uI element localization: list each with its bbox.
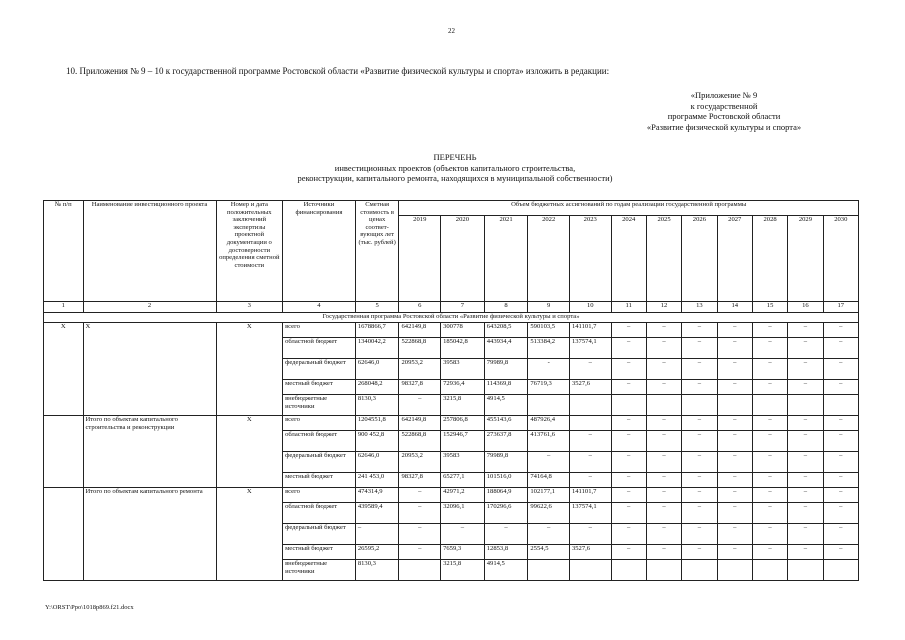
annex-line-3: программе Ростовской области (667, 111, 781, 121)
annex-line-2: к государственной (690, 100, 758, 111)
estimate-cost: 1204551,8 (355, 416, 399, 431)
year-value (717, 560, 752, 581)
estimate-cost: 474314,9 (355, 488, 399, 503)
year-value: 643208,5 (484, 323, 528, 338)
year-value: – (646, 380, 681, 395)
year-value: – (484, 524, 528, 545)
year-value: – (788, 431, 823, 452)
year-value: 76719,3 (528, 380, 570, 395)
table-row (44, 416, 859, 431)
year-value (399, 560, 441, 581)
year-value: – (569, 359, 611, 380)
year-value: 98327,8 (399, 473, 441, 488)
year-value: 98327,8 (399, 380, 441, 395)
year-value (528, 395, 570, 416)
year-value: – (399, 503, 441, 524)
year-value: 141101,7 (569, 488, 611, 503)
funding-source: областной бюджет (283, 431, 356, 452)
year-value: – (611, 359, 646, 380)
header-year: 2025 (646, 216, 681, 302)
group-number (44, 416, 84, 488)
year-value: – (682, 473, 717, 488)
year-value: – (788, 416, 823, 431)
column-number: 14 (717, 302, 752, 313)
year-value: – (569, 452, 611, 473)
year-value: – (682, 338, 717, 359)
year-value: – (823, 524, 858, 545)
year-value: 642149,8 (399, 416, 441, 431)
year-value: 3527,6 (569, 545, 611, 560)
header-sources: Источники финансирования (283, 201, 356, 302)
year-value (752, 560, 787, 581)
year-value: – (611, 323, 646, 338)
year-value: – (528, 524, 570, 545)
year-value: – (646, 452, 681, 473)
header-volume: Объем бюджетных ассигнований по годам реализации государственной программы (399, 201, 859, 216)
year-value: 39583 (441, 452, 485, 473)
year-value: 137574,1 (569, 338, 611, 359)
estimate-cost: 900 452,8 (355, 431, 399, 452)
year-value: – (717, 488, 752, 503)
year-value: – (717, 338, 752, 359)
header-year: 2030 (823, 216, 858, 302)
year-value: 4914,5 (484, 560, 528, 581)
year-value (646, 560, 681, 581)
year-value: – (569, 431, 611, 452)
year-value: 185042,8 (441, 338, 485, 359)
year-value: – (823, 473, 858, 488)
year-value (717, 395, 752, 416)
investment-projects-table (43, 200, 859, 581)
funding-source: областной бюджет (283, 503, 356, 524)
year-value: – (788, 488, 823, 503)
table-row (44, 323, 859, 338)
year-value: – (682, 380, 717, 395)
year-value: – (646, 503, 681, 524)
column-number: 12 (646, 302, 681, 313)
year-value: – (823, 338, 858, 359)
year-value: 137574,1 (569, 503, 611, 524)
year-value: – (646, 473, 681, 488)
column-number: 15 (752, 302, 787, 313)
year-value: – (399, 395, 441, 416)
year-value: – (646, 488, 681, 503)
column-number: 1 (44, 302, 84, 313)
year-value: – (717, 359, 752, 380)
year-value: – (752, 503, 787, 524)
estimate-cost: 8130,3 (355, 560, 399, 581)
column-number: 13 (682, 302, 717, 313)
funding-source: внебюджетные источники (283, 560, 356, 581)
year-value: – (717, 416, 752, 431)
year-value: 101516,0 (484, 473, 528, 488)
year-value: 7659,3 (441, 545, 485, 560)
funding-source: местный бюджет (283, 545, 356, 560)
estimate-cost: 1678866,7 (355, 323, 399, 338)
year-value: – (611, 503, 646, 524)
funding-source: федеральный бюджет (283, 359, 356, 380)
year-value: – (717, 545, 752, 560)
year-value (646, 395, 681, 416)
column-number: 10 (569, 302, 611, 313)
year-value: – (788, 503, 823, 524)
year-value: – (646, 338, 681, 359)
year-value: – (717, 452, 752, 473)
year-value: – (399, 524, 441, 545)
year-value: – (611, 452, 646, 473)
year-value: 487926,4 (528, 416, 570, 431)
year-value: 141101,7 (569, 323, 611, 338)
group-name: Итого по объектам капитального строительства и реконструкции (83, 416, 216, 488)
column-number: 9 (528, 302, 570, 313)
funding-source: всего (283, 323, 356, 338)
estimate-cost: 62646,0 (355, 359, 399, 380)
document-title (140, 152, 770, 184)
year-value: – (646, 524, 681, 545)
year-value: 257806,8 (441, 416, 485, 431)
header-year: 2023 (569, 216, 611, 302)
year-value: – (611, 431, 646, 452)
funding-source: местный бюджет (283, 473, 356, 488)
year-value: – (611, 488, 646, 503)
column-number: 6 (399, 302, 441, 313)
year-value: 65277,1 (441, 473, 485, 488)
year-value: 273637,8 (484, 431, 528, 452)
estimate-cost: 241 453,0 (355, 473, 399, 488)
year-value: 642149,8 (399, 323, 441, 338)
funding-source: внебюджетные источники (283, 395, 356, 416)
year-value: – (788, 338, 823, 359)
year-value: – (646, 416, 681, 431)
year-value: – (717, 473, 752, 488)
year-value: 513384,2 (528, 338, 570, 359)
year-value: – (611, 473, 646, 488)
year-value (682, 560, 717, 581)
column-number: 8 (484, 302, 528, 313)
year-value: 99622,6 (528, 503, 570, 524)
group-name: Итого по объектам капитального ремонта (83, 488, 216, 581)
year-value: 79989,8 (484, 359, 528, 380)
year-value: – (717, 524, 752, 545)
group-expertise: Х (216, 416, 283, 488)
year-value: 3215,8 (441, 560, 485, 581)
estimate-cost: – (355, 524, 399, 545)
year-value: – (788, 524, 823, 545)
year-value (788, 395, 823, 416)
year-value: – (788, 473, 823, 488)
estimate-cost: 439589,4 (355, 503, 399, 524)
year-value: – (752, 338, 787, 359)
year-value (611, 560, 646, 581)
column-number: 17 (823, 302, 858, 313)
estimate-cost: 62646,0 (355, 452, 399, 473)
year-value: 455143,6 (484, 416, 528, 431)
header-expertise: Номер и дата положительных заключений экспертизы проектной документации о достоверности определения сметной стоимости (216, 201, 283, 302)
year-value: – (611, 416, 646, 431)
estimate-cost: 8130,3 (355, 395, 399, 416)
year-value: – (752, 431, 787, 452)
year-value (823, 560, 858, 581)
year-value: – (752, 416, 787, 431)
page-number: 22 (448, 27, 455, 35)
year-value: – (646, 323, 681, 338)
header-year: 2026 (682, 216, 717, 302)
header-year: 2020 (441, 216, 485, 302)
year-value: – (646, 545, 681, 560)
estimate-cost: 26595,2 (355, 545, 399, 560)
year-value: – (788, 545, 823, 560)
year-value: 79989,8 (484, 452, 528, 473)
group-name: Х (83, 323, 216, 416)
group-expertise: Х (216, 323, 283, 416)
year-value: 3527,6 (569, 380, 611, 395)
year-value: 188064,9 (484, 488, 528, 503)
column-number: 2 (83, 302, 216, 313)
funding-source: всего (283, 488, 356, 503)
year-value: 39583 (441, 359, 485, 380)
year-value: 152946,7 (441, 431, 485, 452)
column-number: 7 (441, 302, 485, 313)
group-number (44, 488, 84, 581)
year-value: – (646, 359, 681, 380)
year-value: 74164,8 (528, 473, 570, 488)
funding-source: федеральный бюджет (283, 524, 356, 545)
year-value: 522868,8 (399, 338, 441, 359)
year-value: – (717, 431, 752, 452)
header-year: 2021 (484, 216, 528, 302)
funding-source: областной бюджет (283, 338, 356, 359)
year-value: – (682, 452, 717, 473)
year-value: – (823, 323, 858, 338)
year-value (611, 395, 646, 416)
year-value: – (682, 416, 717, 431)
year-value: – (682, 323, 717, 338)
year-value: – (717, 380, 752, 395)
funding-source: федеральный бюджет (283, 452, 356, 473)
year-value: – (682, 524, 717, 545)
year-value (752, 395, 787, 416)
year-value: – (823, 452, 858, 473)
year-value: – (788, 380, 823, 395)
year-value: 443934,4 (484, 338, 528, 359)
year-value (569, 395, 611, 416)
year-value: – (682, 431, 717, 452)
year-value: – (823, 359, 858, 380)
year-value: – (752, 452, 787, 473)
year-value: 20953,2 (399, 452, 441, 473)
year-value: – (569, 524, 611, 545)
year-value: – (752, 323, 787, 338)
year-value: – (752, 359, 787, 380)
column-number: 4 (283, 302, 356, 313)
year-value (528, 560, 570, 581)
year-value: – (682, 503, 717, 524)
year-value: 32096,1 (441, 503, 485, 524)
header-year: 2028 (752, 216, 787, 302)
year-value: – (788, 323, 823, 338)
year-value: 413761,6 (528, 431, 570, 452)
column-number: 3 (216, 302, 283, 313)
year-value: – (611, 380, 646, 395)
title-line-3: реконструкции, капитального ремонта, находящихся в муниципальной собственности) (297, 173, 613, 183)
year-value: – (717, 503, 752, 524)
year-value: – (682, 545, 717, 560)
header-year: 2022 (528, 216, 570, 302)
annex-line-4: «Развитие физической культуры и спорта» (646, 121, 802, 132)
year-value (569, 416, 611, 431)
year-value: 300778 (441, 323, 485, 338)
year-value: 2554,5 (528, 545, 570, 560)
year-value: 590103,5 (528, 323, 570, 338)
year-value: – (569, 473, 611, 488)
year-value: – (788, 452, 823, 473)
year-value: – (823, 431, 858, 452)
group-number: Х (44, 323, 84, 416)
year-value: – (646, 431, 681, 452)
year-value: 20953,2 (399, 359, 441, 380)
year-value: – (823, 503, 858, 524)
year-value: – (823, 380, 858, 395)
title-line-2: инвестиционных проектов (объектов капитального строительства, (334, 162, 576, 173)
year-value: – (752, 545, 787, 560)
year-value: – (752, 473, 787, 488)
year-value: – (717, 323, 752, 338)
year-value: – (682, 488, 717, 503)
header-year: 2029 (788, 216, 823, 302)
year-value: – (823, 545, 858, 560)
year-value: – (823, 488, 858, 503)
year-value: 42971,2 (441, 488, 485, 503)
year-value: 12853,8 (484, 545, 528, 560)
year-value: – (611, 524, 646, 545)
year-value: – (682, 359, 717, 380)
year-value (569, 560, 611, 581)
header-year: 2019 (399, 216, 441, 302)
column-number: 11 (611, 302, 646, 313)
program-title-row: Государственная программа Ростовской области «Развитие физической культуры и спорта» (44, 313, 859, 323)
header-name: Наименование инвестиционного проекта (83, 201, 216, 302)
column-number: 5 (355, 302, 399, 313)
year-value: – (441, 524, 485, 545)
year-value: – (752, 380, 787, 395)
header-year: 2027 (717, 216, 752, 302)
year-value: – (788, 359, 823, 380)
year-value: – (752, 524, 787, 545)
footer-file-path: Y:\ORST\Ppo\1018p869.f21.docx (45, 604, 134, 611)
estimate-cost: 1340042,2 (355, 338, 399, 359)
column-number: 16 (788, 302, 823, 313)
intro-paragraph: 10. Приложения № 9 – 10 к государственной программе Ростовской области «Развитие физической культуры и спорта» изложить в редакции: (66, 66, 610, 76)
year-value: – (399, 545, 441, 560)
year-value (682, 395, 717, 416)
group-expertise: Х (216, 488, 283, 581)
year-value: 72936,4 (441, 380, 485, 395)
year-value: 4914,5 (484, 395, 528, 416)
year-value: 3215,8 (441, 395, 485, 416)
funding-source: местный бюджет (283, 380, 356, 395)
annex-line-1: «Приложение № 9 (690, 90, 758, 100)
estimate-cost: 268048,2 (355, 380, 399, 395)
year-value: – (528, 452, 570, 473)
header-year: 2024 (611, 216, 646, 302)
table-row (44, 488, 859, 503)
year-value: – (611, 545, 646, 560)
header-no: № п/п (44, 201, 84, 302)
year-value: - (528, 359, 570, 380)
year-value: 522868,8 (399, 431, 441, 452)
year-value: – (399, 488, 441, 503)
funding-source: всего (283, 416, 356, 431)
year-value: – (752, 488, 787, 503)
year-value: – (611, 338, 646, 359)
year-value (823, 395, 858, 416)
year-value: 102177,1 (528, 488, 570, 503)
title-line-1: ПЕРЕЧЕНЬ (433, 152, 477, 162)
year-value: – (823, 416, 858, 431)
header-estimate: Сметная стоимость в ценах соответ-вующих лет (тыс. рублей) (355, 201, 399, 302)
year-value: 114369,8 (484, 380, 528, 395)
year-value: 170296,6 (484, 503, 528, 524)
annex-header (600, 90, 848, 132)
year-value (788, 560, 823, 581)
